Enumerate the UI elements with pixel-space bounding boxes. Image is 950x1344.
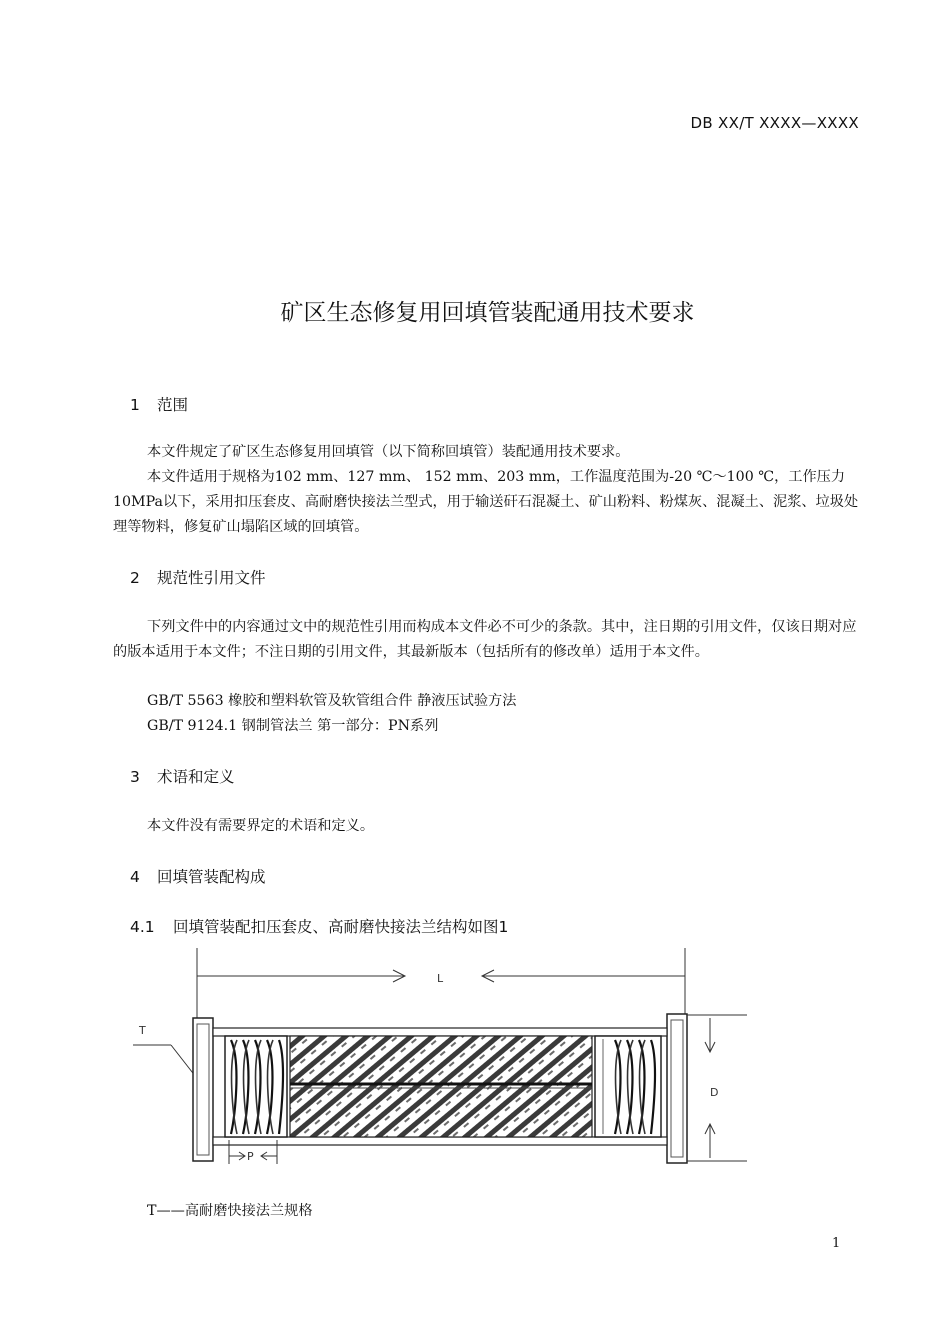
subsection-number: 4.1	[130, 918, 155, 936]
section-1-paragraph-2: 本文件适用于规格为102 mm、127 mm、 152 mm、203 mm，工作温度范围为-20 ℃～100 ℃，工作压力10MPa以下，采用扣压套皮、高耐磨快接法兰型式，用于输送矸石混凝土、矿山粉料、粉煤灰、混凝土、泥浆、垃圾处理等物料，修复矿山塌陷区域的回填管。	[113, 469, 859, 535]
section-2-paragraph-1: 下列文件中的内容通过文中的规范性引用而构成本文件必不可少的条款。其中，注日期的引用文件，仅该日期对应的版本适用于本文件；不注日期的引用文件，其最新版本（包括所有的修改单）适用于本文件。	[113, 619, 857, 660]
length-label: L	[437, 972, 444, 985]
flange-label: T	[139, 1024, 146, 1037]
tube-bottom-wall	[213, 1137, 667, 1145]
section-number: 2	[130, 569, 140, 587]
section-title: 规范性引用文件	[157, 569, 266, 587]
section-number: 3	[130, 768, 140, 786]
section-number: 1	[130, 396, 140, 414]
section-number: 4	[130, 868, 140, 886]
diameter-label: D	[710, 1086, 719, 1099]
diameter-dimension	[687, 1015, 747, 1161]
section-3-heading	[130, 765, 235, 787]
subsection-title: 回填管装配扣压套皮、高耐磨快接法兰结构如图1	[173, 918, 509, 936]
document-title: 矿区生态修复用回填管装配通用技术要求	[280, 300, 695, 326]
hose-assembly-figure	[125, 944, 755, 1189]
subsection-4-1-heading	[130, 915, 508, 937]
left-crimp-spring	[225, 1036, 287, 1137]
figure-caption: T——高耐磨快接法兰规格	[147, 1203, 313, 1219]
left-flange	[193, 1018, 213, 1161]
right-flange	[667, 1014, 687, 1163]
section-3-paragraph-1: 本文件没有需要界定的术语和定义。	[147, 818, 375, 834]
page-number: 1	[832, 1236, 841, 1251]
section-2-heading	[130, 566, 266, 588]
hose-body	[290, 1036, 592, 1137]
tube-top-wall	[213, 1028, 667, 1036]
length-dimension	[197, 948, 685, 1018]
section-title: 回填管装配构成	[157, 868, 266, 886]
reference-item: GB/T 9124.1 钢制管法兰 第一部分：PN系列	[147, 718, 439, 734]
section-4-heading	[130, 865, 266, 887]
document-code: DB XX/T XXXX—XXXX	[690, 114, 859, 132]
reference-item: GB/T 5563 橡胶和塑料软管及软管组合件 静液压试验方法	[147, 693, 517, 709]
section-1-paragraph-1: 本文件规定了矿区生态修复用回填管（以下简称回填管）装配通用技术要求。	[147, 444, 630, 460]
section-title: 范围	[157, 396, 189, 414]
pitch-label: P	[247, 1150, 254, 1163]
section-1-heading	[130, 393, 188, 415]
section-title: 术语和定义	[157, 768, 235, 786]
right-crimp-spring	[595, 1036, 661, 1137]
